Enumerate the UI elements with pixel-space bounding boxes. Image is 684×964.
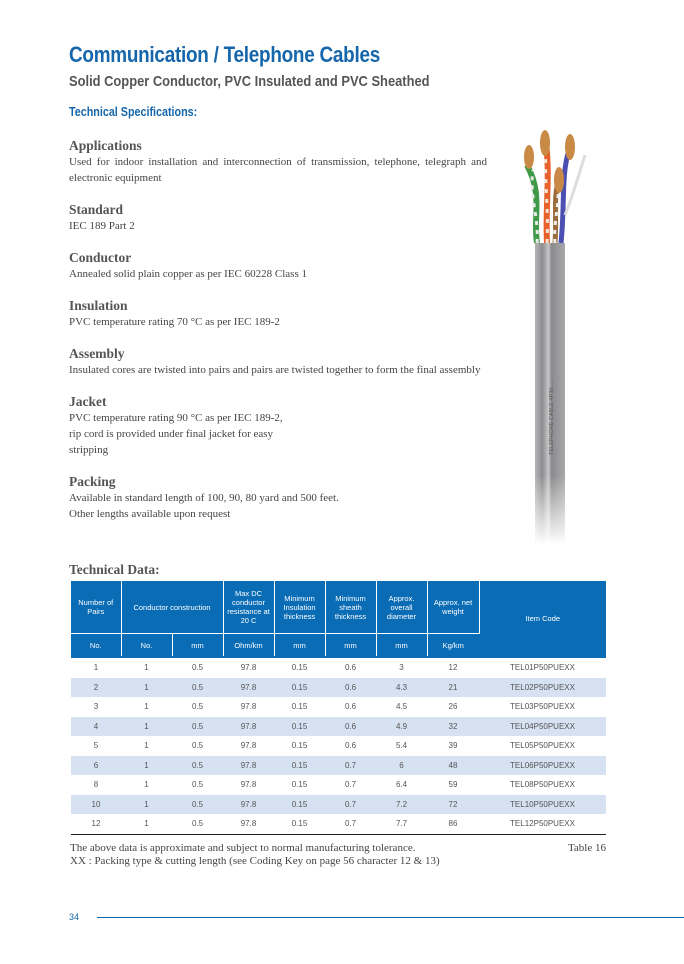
specifications-list bbox=[69, 138, 487, 522]
table-cell: 0.15 bbox=[274, 756, 325, 776]
spec-heading: Standard bbox=[69, 202, 124, 217]
table-cell: 6.4 bbox=[395, 780, 408, 790]
spec-conductor bbox=[69, 250, 487, 282]
page-number: 34 bbox=[69, 912, 80, 922]
table-cell: 0.15 bbox=[274, 717, 325, 737]
item-code-cell: TEL01P50PUEXX bbox=[510, 663, 575, 673]
table-cell: 4 bbox=[71, 717, 121, 737]
col-header: Max DC conductor resistance at 20 C bbox=[223, 581, 274, 634]
spec-text: Available in standard length of 100, 90, 80 yard and 500 feet. bbox=[69, 492, 339, 504]
table-cell: 0.15 bbox=[291, 702, 308, 712]
cable-image bbox=[505, 125, 600, 545]
table-cell: 0.5 bbox=[191, 702, 204, 712]
page-subtitle: Solid Copper Conductor, PVC Insulated and PVC Sheathed bbox=[69, 73, 430, 90]
table-row bbox=[71, 736, 606, 756]
table-cell: 0.5 bbox=[172, 678, 223, 698]
spec-heading: Applications bbox=[69, 138, 142, 153]
table-cell: 1 bbox=[121, 795, 172, 815]
table-cell: 21 bbox=[427, 678, 479, 698]
item-code-cell: TEL10P50PUEXX bbox=[479, 795, 606, 815]
spec-heading: Assembly bbox=[69, 346, 125, 361]
spec-heading: Insulation bbox=[69, 298, 128, 313]
spec-packing bbox=[69, 474, 487, 522]
item-code-cell: TEL12P50PUEXX bbox=[479, 814, 606, 834]
col-header: Number of Pairs bbox=[71, 581, 121, 634]
table-cell: 4.5 bbox=[395, 702, 408, 712]
cable-print-text: TELEPHONE CABLE 4P30 ... bbox=[549, 381, 555, 455]
unit-header: mm bbox=[274, 634, 325, 658]
item-code-cell: TEL04P50PUEXX bbox=[479, 717, 606, 737]
table-cell: 0.7 bbox=[344, 780, 357, 790]
spec-text: IEC 189 Part 2 bbox=[69, 220, 135, 232]
table-row bbox=[71, 775, 606, 795]
table-cell: 1 bbox=[93, 663, 99, 673]
table-cell: 0.5 bbox=[172, 717, 223, 737]
unit-header: mm bbox=[325, 634, 376, 658]
table-cell: 1 bbox=[121, 678, 172, 698]
table-cell: 1 bbox=[144, 780, 149, 790]
table-cell: 1 bbox=[144, 702, 149, 712]
table-cell: 0.15 bbox=[291, 741, 308, 751]
table-cell: 6 bbox=[71, 756, 121, 776]
table-row bbox=[71, 717, 606, 737]
table-cell: 0.5 bbox=[172, 814, 223, 834]
spec-standard bbox=[69, 202, 487, 234]
table-cell: 32 bbox=[427, 717, 479, 737]
item-code-cell: TEL03P50PUEXX bbox=[510, 702, 575, 712]
table-cell: 3 bbox=[93, 702, 99, 712]
spec-heading: Jacket bbox=[69, 394, 107, 409]
tolerance-note: The above data is approximate and subject to normal manufacturing tolerance. bbox=[70, 842, 416, 854]
item-code-cell: TEL06P50PUEXX bbox=[479, 756, 606, 776]
spec-text: PVC temperature rating 70 °C as per IEC 189-2 bbox=[69, 316, 280, 328]
table-cell: 5.4 bbox=[395, 741, 408, 751]
col-header: Item Code bbox=[479, 581, 606, 657]
packing-note: XX : Packing type & cutting length (see Coding Key on page 56 character 12 & 13) bbox=[70, 855, 440, 867]
spec-text: Insulated cores are twisted into pairs and pairs are twisted together to form the final assembly bbox=[69, 364, 481, 376]
table-cell: 8 bbox=[93, 780, 99, 790]
table-cell: 97.8 bbox=[240, 663, 257, 673]
page-title: Communication / Telephone Cables bbox=[69, 42, 380, 67]
item-code-cell: TEL02P50PUEXX bbox=[479, 678, 606, 698]
table-cell: 0.6 bbox=[325, 717, 376, 737]
table-row bbox=[71, 697, 606, 717]
table-header-row bbox=[71, 581, 606, 634]
table-cell: 0.6 bbox=[344, 741, 357, 751]
section-title: Technical Specifications: bbox=[69, 105, 198, 119]
spec-text: rip cord is provided under final jacket for easy bbox=[69, 428, 274, 440]
table-cell: 0.15 bbox=[274, 678, 325, 698]
table-cell: 0.6 bbox=[344, 663, 357, 673]
table-cell: 0.5 bbox=[191, 741, 204, 751]
table-cell: 0.6 bbox=[344, 702, 357, 712]
table-cell: 5 bbox=[93, 741, 99, 751]
spec-jacket bbox=[69, 394, 487, 458]
spec-text: stripping bbox=[69, 444, 109, 456]
unit-header: Kg/km bbox=[427, 634, 479, 658]
spec-text: Used for indoor installation and interconnection of transmission, telephone, telegraph and electronic equipment bbox=[69, 156, 487, 184]
spec-insulation bbox=[69, 298, 487, 330]
table-cell: 26 bbox=[448, 702, 458, 712]
table-cell: 0.5 bbox=[191, 780, 204, 790]
table-row bbox=[71, 678, 606, 698]
table-cell: 97.8 bbox=[240, 780, 257, 790]
item-code-cell: TEL08P50PUEXX bbox=[510, 780, 575, 790]
item-code-cell: TEL05P50PUEXX bbox=[510, 741, 575, 751]
table-notes bbox=[70, 842, 606, 868]
copper-tip bbox=[565, 134, 575, 160]
table-cell: 39 bbox=[448, 741, 458, 751]
footer-divider bbox=[97, 917, 684, 918]
table-cell: 10 bbox=[71, 795, 121, 815]
table-cell: 1 bbox=[144, 663, 149, 673]
table-cell: 86 bbox=[427, 814, 479, 834]
table-cell: 1 bbox=[121, 756, 172, 776]
technical-data-title: Technical Data: bbox=[69, 562, 160, 577]
table-cell: 0.15 bbox=[274, 795, 325, 815]
table-cell: 3 bbox=[399, 663, 404, 673]
table-cell: 4.9 bbox=[376, 717, 427, 737]
table-cell: 12 bbox=[448, 663, 458, 673]
table-cell: 12 bbox=[71, 814, 121, 834]
table-cell: 97.8 bbox=[223, 756, 274, 776]
table-cell: 1 bbox=[144, 741, 149, 751]
unit-header: mm bbox=[172, 634, 223, 658]
table-cell: 59 bbox=[448, 780, 458, 790]
table-row bbox=[71, 756, 606, 776]
table-cell: 97.8 bbox=[223, 717, 274, 737]
table-cell: 7.7 bbox=[376, 814, 427, 834]
spec-text: Annealed solid plain copper as per IEC 60228 Class 1 bbox=[69, 268, 307, 280]
table-cell: 0.5 bbox=[191, 663, 204, 673]
table-cell: 0.15 bbox=[274, 814, 325, 834]
table-cell: 48 bbox=[427, 756, 479, 776]
spec-text: PVC temperature rating 90 °C as per IEC 189-2, bbox=[69, 412, 283, 424]
unit-header: No. bbox=[71, 634, 121, 658]
table-cell: 97.8 bbox=[223, 678, 274, 698]
table-label: Table 16 bbox=[567, 842, 606, 854]
table-cell: 7.2 bbox=[376, 795, 427, 815]
table-cell: 0.6 bbox=[325, 678, 376, 698]
table-row bbox=[71, 795, 606, 815]
table-cell: 0.5 bbox=[172, 795, 223, 815]
unit-header: mm bbox=[376, 634, 427, 658]
spec-assembly bbox=[69, 346, 487, 378]
technical-data-table bbox=[71, 581, 606, 835]
table-row bbox=[71, 814, 606, 834]
table-cell: 0.7 bbox=[325, 795, 376, 815]
table-cell: 97.8 bbox=[223, 814, 274, 834]
col-header: Conductor construction bbox=[121, 581, 223, 634]
table-cell: 0.15 bbox=[291, 663, 308, 673]
spec-applications bbox=[69, 138, 487, 186]
table-cell: 97.8 bbox=[240, 741, 257, 751]
copper-tip bbox=[524, 145, 534, 169]
col-header: Minimum Insulation thickness bbox=[274, 581, 325, 634]
spec-text: Other lengths available upon request bbox=[69, 508, 231, 520]
table-cell: 72 bbox=[427, 795, 479, 815]
table-cell: 2 bbox=[71, 678, 121, 698]
table-body bbox=[71, 657, 606, 834]
table-cell: 4.3 bbox=[376, 678, 427, 698]
col-header: Minimum sheath thickness bbox=[325, 581, 376, 634]
table-cell: 0.5 bbox=[172, 756, 223, 776]
table-cell: 6 bbox=[376, 756, 427, 776]
table-cell: 97.8 bbox=[223, 795, 274, 815]
table-cell: 1 bbox=[121, 717, 172, 737]
table-cell: 0.7 bbox=[325, 756, 376, 776]
table-cell: 97.8 bbox=[240, 702, 257, 712]
col-header: Approx. overall diameter bbox=[376, 581, 427, 634]
table-cell: 0.7 bbox=[325, 814, 376, 834]
unit-header: Ohm/km bbox=[223, 634, 274, 658]
spec-heading: Packing bbox=[69, 474, 116, 489]
copper-tip bbox=[554, 167, 564, 193]
col-header: Approx. net weight bbox=[427, 581, 479, 634]
table-cell: 1 bbox=[121, 814, 172, 834]
wire-blue-pair bbox=[561, 150, 569, 243]
table-row bbox=[71, 657, 606, 678]
table-cell: 0.15 bbox=[291, 780, 308, 790]
spec-heading: Conductor bbox=[69, 250, 132, 265]
unit-header: No. bbox=[121, 634, 172, 658]
copper-tip bbox=[540, 130, 550, 156]
